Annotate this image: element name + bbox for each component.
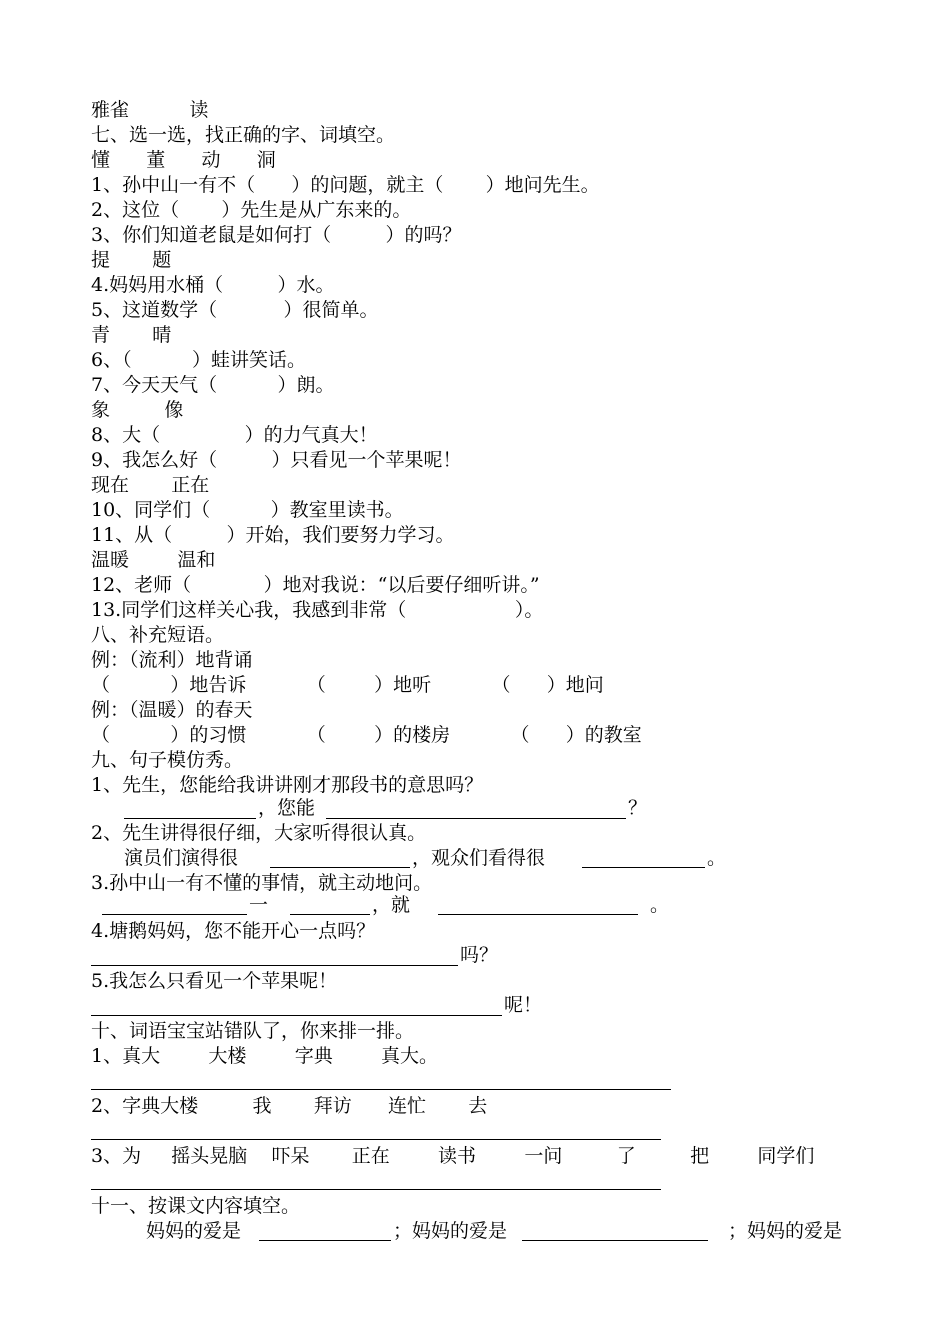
sentence-fragment: ，就 (372, 894, 411, 916)
question-line[interactable]: 4.妈妈用水桶（ ）水。 (91, 274, 335, 296)
model-sentence: 2、先生讲得很仔细，大家听得很认真。 (91, 822, 427, 844)
answer-underline[interactable] (326, 818, 626, 819)
choice-words: 提 题 (91, 249, 172, 271)
sentence-fragment: ；妈妈的爱是 (728, 1220, 843, 1242)
scrambled-words: 1、真大 大楼 字典 真大。 (91, 1045, 439, 1067)
model-sentence: 4.塘鹅妈妈，您不能开心一点吗？ (91, 920, 376, 942)
section-8-title: 八、补充短语。 (91, 624, 225, 646)
question-line[interactable]: 9、我怎么好（ ）只看见一个苹果呢！ (91, 449, 462, 471)
section-11-title: 十一、按课文内容填空。 (91, 1195, 301, 1217)
model-sentence: 3.孙中山一有不懂的事情，就主动地问。 (91, 872, 433, 894)
choice-words: 温暖 温和 (91, 549, 216, 571)
question-line[interactable]: 2、这位（ ）先生是从广东来的。 (91, 199, 412, 221)
section-7-title: 七、选一选，找正确的字、词填空。 (91, 124, 396, 146)
answer-underline[interactable] (522, 1240, 708, 1241)
model-sentence: 5.我怎么只看见一个苹果呢！ (91, 970, 338, 992)
sentence-fragment: 。 (707, 847, 727, 869)
question-line[interactable]: 1、孙中山一有不（ ）的问题，就主（ ）地问先生。 (91, 174, 600, 196)
phrase-blanks[interactable]: （ ）的习惯 （ ）的楼房 （ ）的教室 (91, 724, 642, 746)
sentence-fragment: ？ (628, 797, 648, 819)
example-line: 例：（温暖）的春天 (91, 699, 253, 721)
choice-words: 象 像 (91, 399, 184, 421)
sentence-fragment: 一 (249, 894, 269, 916)
question-line[interactable]: 6、（ ）蛙讲笑话。 (91, 349, 306, 371)
question-line[interactable]: 8、大（ ）的力气真大！ (91, 424, 378, 446)
answer-underline[interactable] (290, 914, 370, 915)
scrambled-words: 3、为 摇头晃脑 吓呆 正在 读书 一问 了 把 同学们 (91, 1145, 815, 1167)
answer-underline[interactable] (91, 1139, 661, 1140)
sentence-fragment: 吗？ (460, 944, 499, 966)
question-line[interactable]: 7、今天天气（ ）朗。 (91, 374, 335, 396)
sentence-fragment: ，您能 (258, 797, 316, 819)
question-line[interactable]: 12、老师（ ）地对我说：“以后要仔细听讲。” (91, 574, 540, 596)
answer-underline[interactable] (438, 914, 638, 915)
sentence-fragment: 妈妈的爱是 (146, 1220, 242, 1242)
choice-words: 青 晴 (91, 324, 172, 346)
sentence-fragment: 。 (650, 894, 670, 916)
choice-words: 懂 董 动 洞 (91, 149, 276, 171)
model-sentence: 1、先生，您能给我讲讲刚才那段书的意思吗？ (91, 774, 484, 796)
answer-underline[interactable] (259, 1240, 391, 1241)
section-9-title: 九、句子模仿秀。 (91, 749, 244, 771)
answer-underline[interactable] (124, 818, 256, 819)
sentence-fragment: ；妈妈的爱是 (393, 1220, 508, 1242)
question-line[interactable]: 5、这道数学（ ）很简单。 (91, 299, 379, 321)
example-line: 例：（流利）地背诵 (91, 649, 253, 671)
sentence-fragment: ，观众们看得很 (412, 847, 546, 869)
phrase-blanks[interactable]: （ ）地告诉 （ ）地听 （ ）地问 (91, 674, 604, 696)
answer-underline[interactable] (91, 965, 458, 966)
choice-words: 现在 正在 (91, 474, 210, 496)
answer-underline[interactable] (102, 914, 247, 915)
sentence-fragment: 呢！ (504, 994, 543, 1016)
question-line[interactable]: 3、你们知道老鼠是如何打（ ）的吗？ (91, 224, 462, 246)
answer-underline[interactable] (91, 1015, 502, 1016)
scrambled-words: 2、字典大楼 我 拜访 连忙 去 (91, 1095, 488, 1117)
answer-underline[interactable] (91, 1189, 661, 1190)
question-line[interactable]: 10、同学们（ ）教室里读书。 (91, 499, 404, 521)
section-10-title: 十、词语宝宝站错队了，你来排一排。 (91, 1020, 415, 1042)
leftover-words: 雅雀 读 (91, 99, 209, 121)
answer-underline[interactable] (270, 867, 410, 868)
question-line[interactable]: 11、从（ ）开始，我们要努力学习。 (91, 524, 455, 546)
answer-underline[interactable] (582, 867, 705, 868)
question-line[interactable]: 13.同学们这样关心我，我感到非常（ ）。 (91, 599, 544, 621)
answer-underline[interactable] (91, 1089, 671, 1090)
sentence-fragment: 演员们演得很 (124, 847, 239, 869)
